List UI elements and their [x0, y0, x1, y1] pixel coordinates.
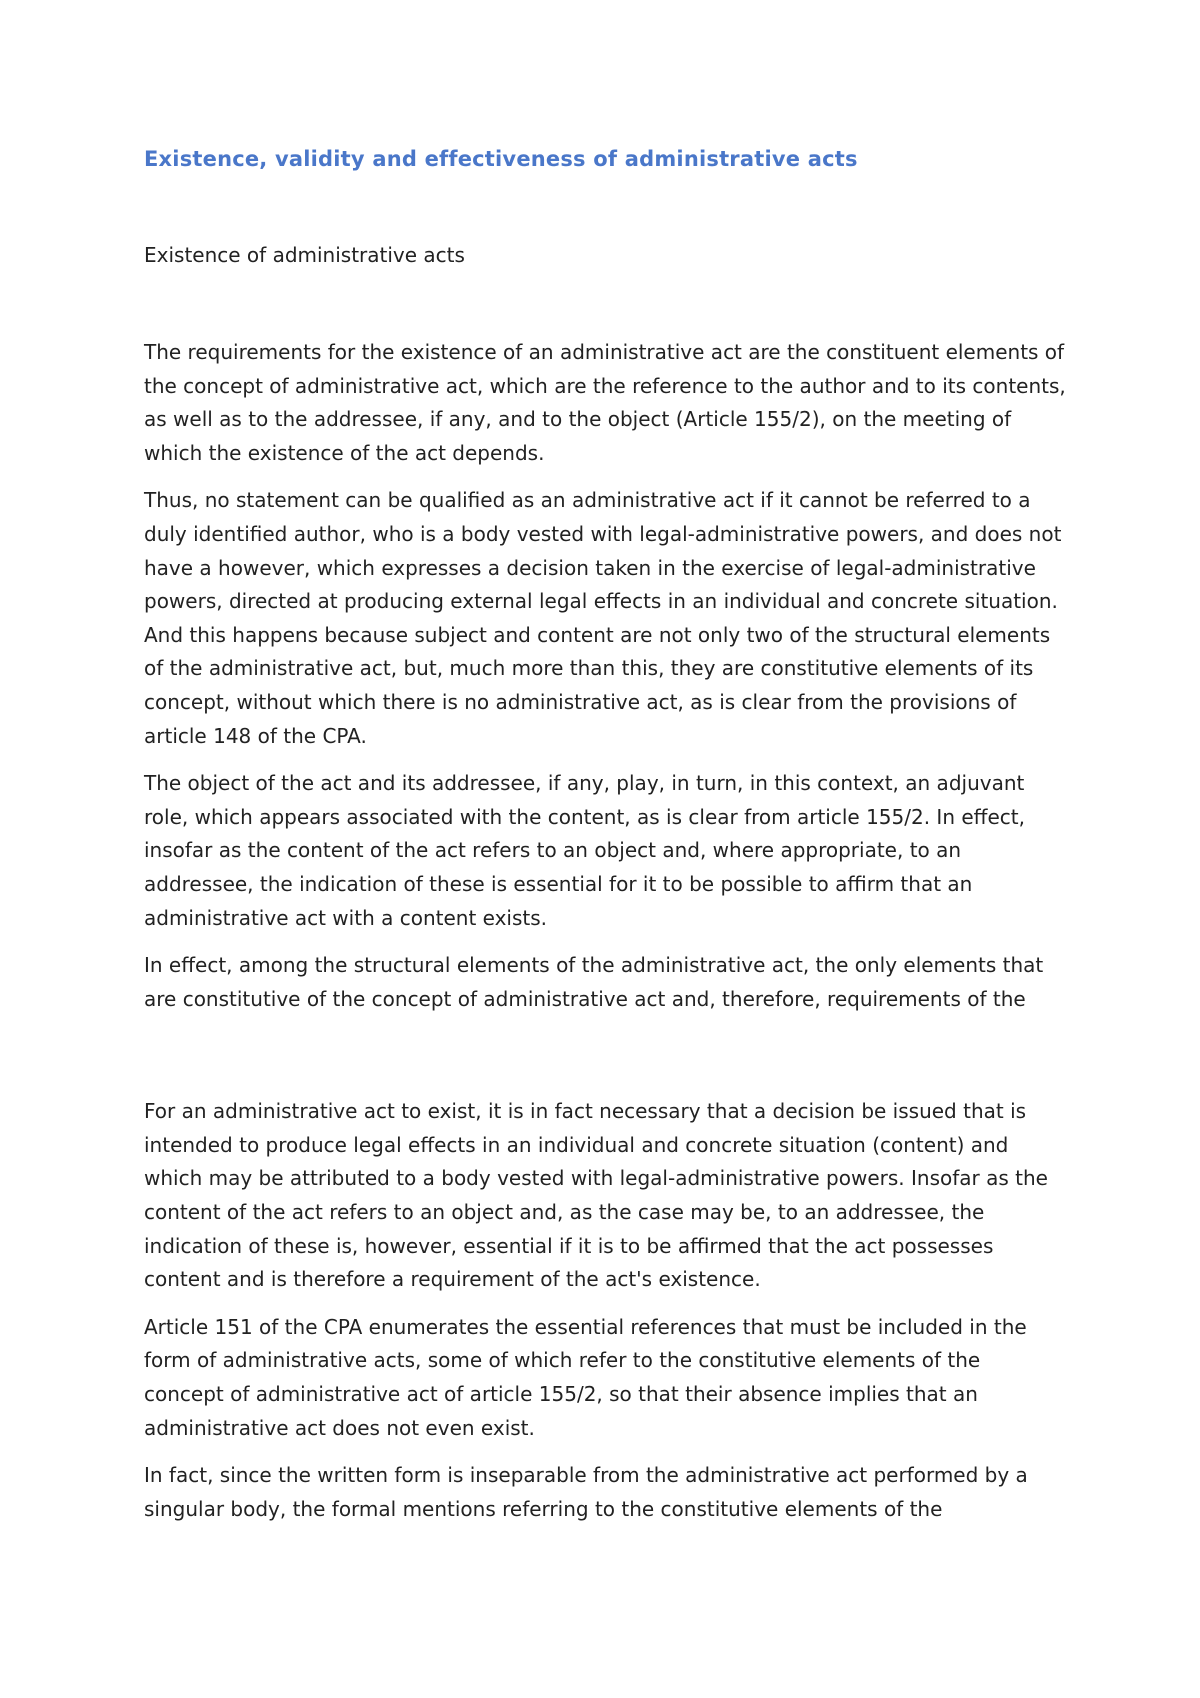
- paragraph-5: For an administrative act to exist, it is in fact necessary that a decision be issued that is intended to produce legal effects in an individual and concrete situation (content) and which may be attributed to a body vested with legal-administrative powers. Insofar as the content of the act refers to an object and, as the case may be, to an addressee, the indication of these is, however, essential if it is to be affirmed that the act possesses content and is therefore a requirement of the act's existence.: [144, 1099, 1048, 1292]
- paragraph-7: In fact, since the written form is inseparable from the administrative act performed by a singular body, the formal mentions referring to the constitutive elements of the: [144, 1463, 1028, 1521]
- section-heading: Existence of administrative acts: [144, 243, 465, 267]
- paragraph-6: Article 151 of the CPA enumerates the essential references that must be included in the form of administrative acts, some of which refer to the constitutive elements of the concept of administrative act of article 155/2, so that their absence implies that an administrative act does not even exist.: [144, 1314, 1027, 1440]
- document-content: [144, 143, 1066, 1526]
- paragraph-3: The object of the act and its addressee, if any, play, in turn, in this context, an adjuvant role, which appears associated with the content, as is clear from article 155/2. In effect, insofar as the content of the act refers to an object and, where appropriate, to an addressee, the indication of these is essential for it to be possible to affirm that an administrative act with a content exists.: [144, 771, 1025, 930]
- paragraph-1: The requirements for the existence of an administrative act are the constituent elements of the concept of administrative act, which are the reference to the author and to its contents, as well as to the addressee, if any, and to the object (Article 155/2), on the meeting of which the existence of the act depends.: [144, 340, 1066, 465]
- paragraph-2: Thus, no statement can be qualified as an administrative act if it cannot be referred to a duly identified author, who is a body vested with legal-administrative powers, and does not have a however, which expresses a decision taken in the exercise of legal-administrative powers, directed at producing external legal effects in an individual and concrete situation. And this happens because subject and content are not only two of the structural elements of the administrative act, but, much more than this, they are constitutive elements of its concept, without which there is no administrative act, as is clear from the provisions of article 148 of the CPA.: [144, 488, 1062, 748]
- document-title: Existence, validity and effectiveness of administrative acts: [144, 147, 858, 171]
- paragraph-4: In effect, among the structural elements of the administrative act, the only elements that are constitutive of the concept of administrative act and, therefore, requirements of the: [144, 953, 1044, 1011]
